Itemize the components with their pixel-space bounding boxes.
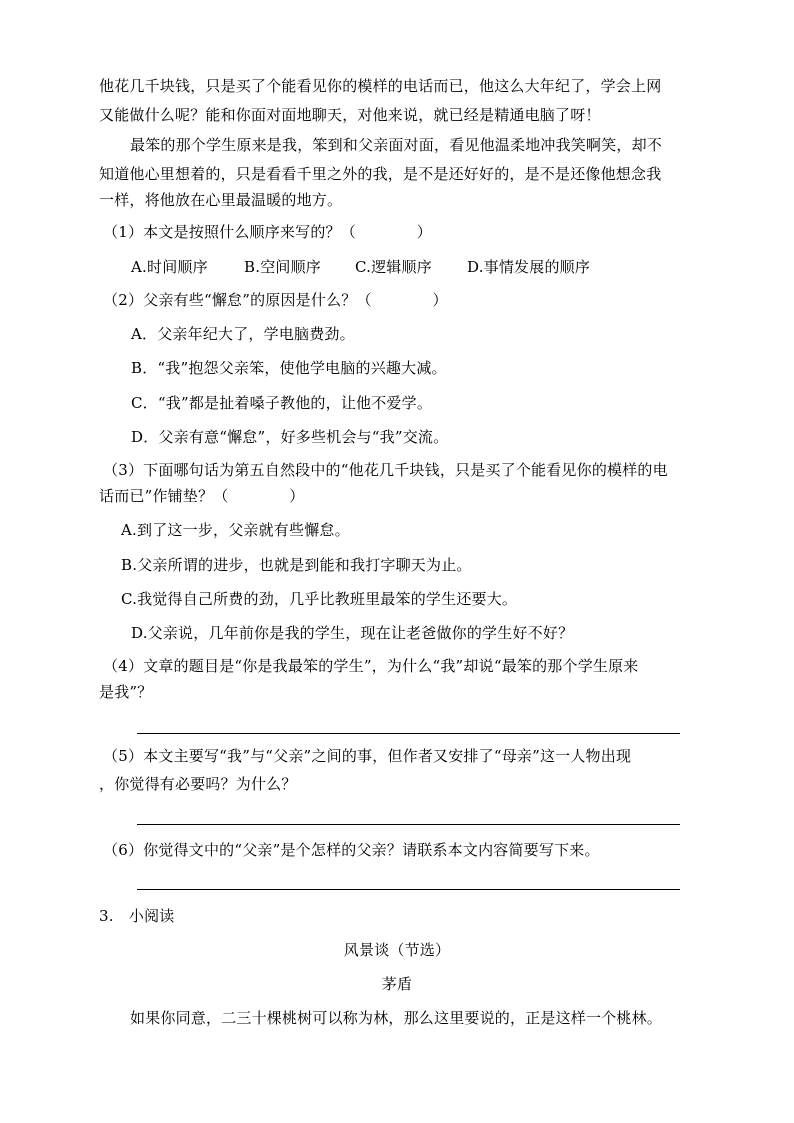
question-1-option-a: A.时间顺序 xyxy=(131,258,208,276)
question-5-line-1: （5）本文主要写“我”与“父亲”之间的事，但作者又安排了“母亲”这一人物出现 xyxy=(103,747,632,765)
question-4-line-2: 是我”？ xyxy=(99,683,153,701)
question-3-stem-line-2: 话而已”作铺垫？（ ） xyxy=(99,487,305,505)
question-2-option-d: D．父亲有意“懈怠”，好多些机会与“我”交流。 xyxy=(131,428,449,446)
section-3-author: 茅盾 xyxy=(381,975,413,993)
question-3-stem-line-1: （3）下面哪句话为第五自然段中的“他花几千块钱，只是买了个能看见你的模样的电 xyxy=(103,461,668,479)
question-3-option-b: B.父亲所谓的进步，也就是到能和我打字聊天为止。 xyxy=(121,556,472,574)
question-1-option-c: C.逻辑顺序 xyxy=(355,258,432,276)
question-3-option-c: C.我觉得自己所费的劲，几乎比教班里最笨的学生还要大。 xyxy=(121,590,518,608)
question-3-option-a: A.到了这一步，父亲就有些懈怠。 xyxy=(121,521,350,539)
passage-line-3: 最笨的那个学生原来是我，笨到和父亲面对面，看见他温柔地冲我笑啊笑，却不 xyxy=(130,136,663,154)
passage-line-1: 他花几千块钱，只是买了个能看见你的模样的电话而已，他这么大年纪了，学会上网 xyxy=(99,77,662,95)
question-2-option-a: A．父亲年纪大了，学电脑费劲。 xyxy=(131,325,355,343)
question-2-option-b: B．“我”抱怨父亲笨，使他学电脑的兴趣大减。 xyxy=(131,359,447,377)
question-6-answer-line[interactable] xyxy=(137,889,680,890)
section-3-first-line: 如果你同意，二三十棵桃树可以称为林，那么这里要说的，正是这样一个桃林。 xyxy=(130,1009,663,1027)
question-1-option-d: D.事情发展的顺序 xyxy=(467,258,591,276)
passage-line-5: 一样，将他放在心里最温暖的地方。 xyxy=(99,191,343,209)
question-4-answer-line[interactable] xyxy=(137,733,680,734)
section-3-title: 风景谈（节选） xyxy=(343,941,451,959)
question-1-stem: （1）本文是按照什么顺序来写的？（ ） xyxy=(103,223,432,241)
passage-line-2: 又能做什么呢？能和你面对面地聊天，对他来说，就已经是精通电脑了呀！ xyxy=(99,106,601,124)
question-2-option-c: C．“我”都是扯着嗓子教他的，让他不爱学。 xyxy=(131,394,433,412)
question-5-line-2: ，你觉得有必要吗？为什么？ xyxy=(99,775,297,793)
question-2-stem: （2）父亲有些“懈怠”的原因是什么？（ ） xyxy=(103,291,448,309)
question-4-line-1: （4）文章的题目是“你是我最笨的学生”，为什么“我”却说“最笨的那个学生原来 xyxy=(103,657,639,675)
question-3-option-d: D.父亲说，几年前你是我的学生，现在让老爸做你的学生好不好？ xyxy=(131,624,574,642)
question-5-answer-line[interactable] xyxy=(137,824,680,825)
section-3-heading: 3. 小阅读 xyxy=(99,907,175,925)
question-1-option-b: B.空间顺序 xyxy=(244,258,321,276)
passage-line-4: 知道他心里想着的，只是看看千里之外的我，是不是还好好的，是不是还像他想念我 xyxy=(99,165,662,183)
question-6-line-1: （6）你觉得文中的“父亲”是个怎样的父亲？请联系本文内容简要写下来。 xyxy=(103,841,600,859)
